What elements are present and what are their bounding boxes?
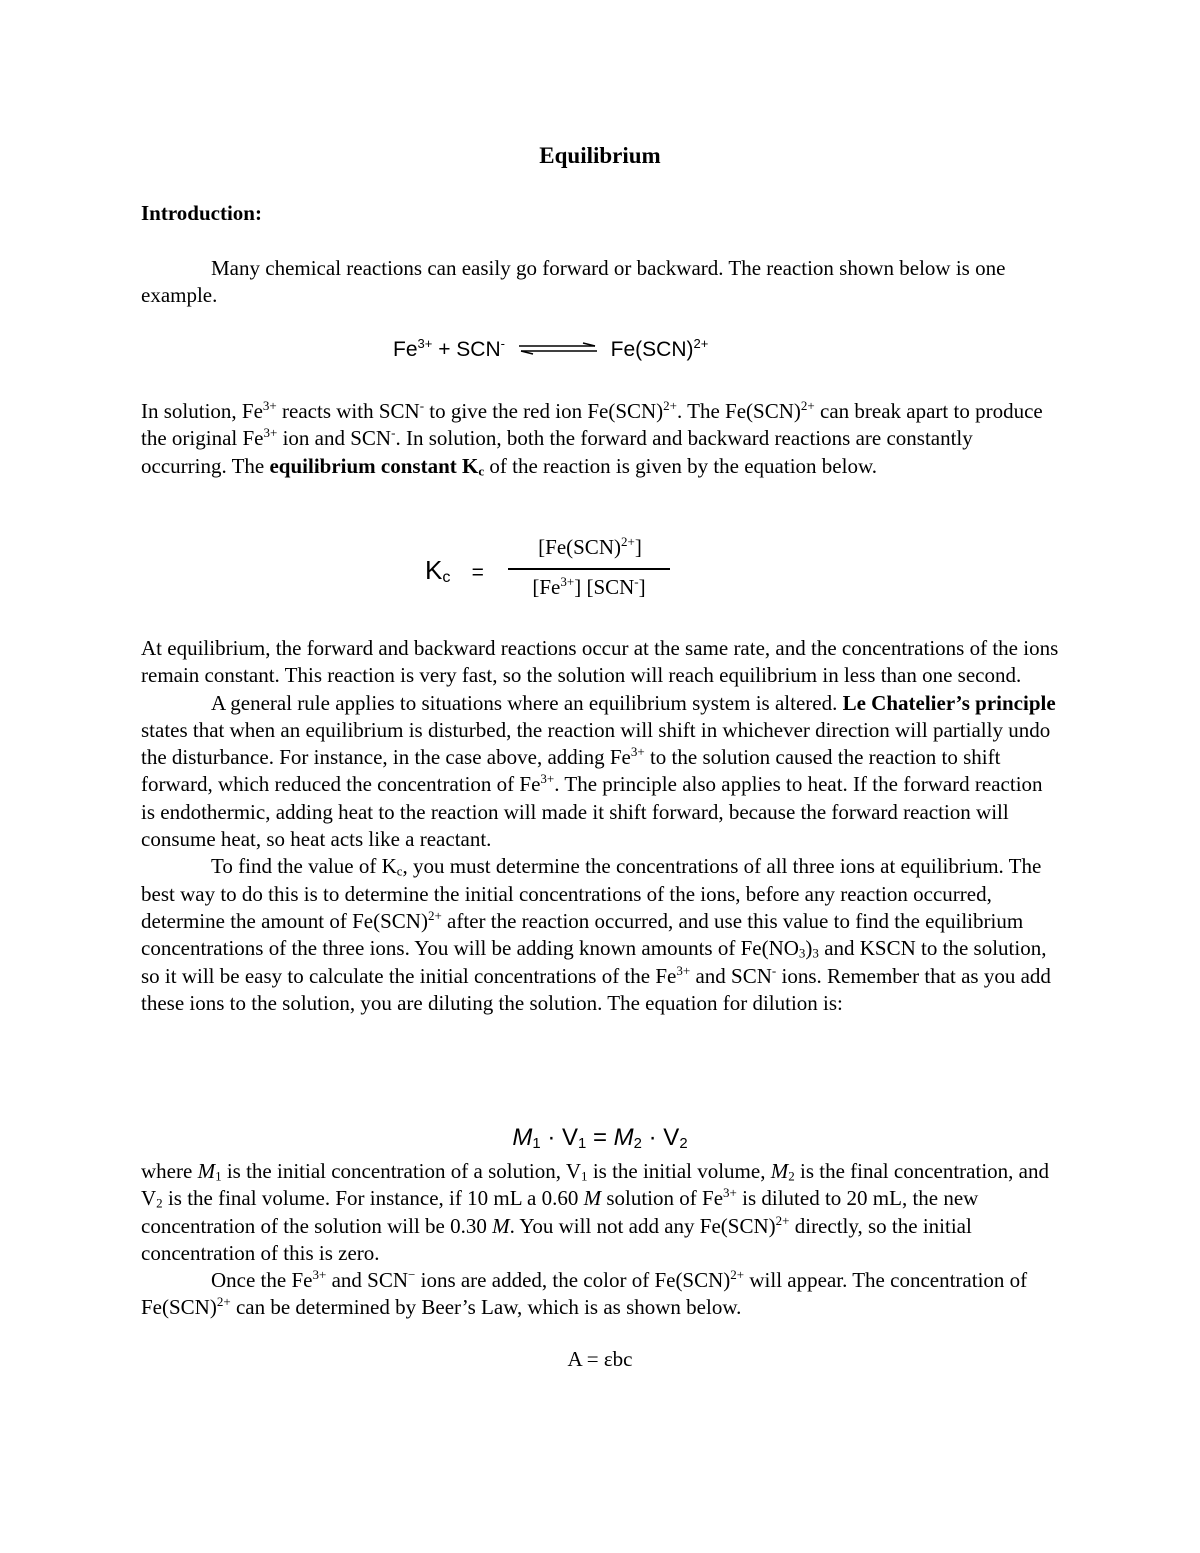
subscript: c: [396, 863, 403, 879]
dilution-equation: [0, 1124, 1200, 1152]
text-run: is the final concentration, and V: [141, 1159, 1049, 1211]
text-run: ]: [634, 535, 642, 559]
text-run: M: [583, 1186, 602, 1211]
paragraph-beers-law: [141, 1267, 1059, 1322]
text-run: and SCN: [690, 963, 772, 988]
text-run: M: [197, 1159, 216, 1183]
text-run: can be determined by Beer’s Law, which is as shown below.: [230, 1295, 742, 1320]
kc-equals: =: [471, 561, 484, 584]
paragraph-solution: [141, 398, 1059, 480]
text-run: ]: [638, 575, 646, 599]
text-run: V: [562, 1124, 579, 1151]
kc-numerator: [510, 535, 670, 560]
text-run: to the solution caused the reaction to shift forward, which reduced the concentration of Fe: [141, 745, 1001, 797]
text-run: [Fe(SCN): [538, 535, 621, 559]
superscript: 3+: [723, 1185, 737, 1201]
reactant-scn: + SCN: [438, 338, 501, 361]
text-run: ions. Remember that as you add these ions to the solution, you are diluting the solution. The equation for dilution is:: [141, 963, 1051, 1015]
text-run: equilibrium constant K: [269, 453, 479, 478]
reactant-scn-charge: -: [500, 335, 505, 351]
paragraph-le-chatelier: [141, 690, 1059, 854]
superscript: 3+: [676, 962, 691, 978]
text-run: [Fe: [532, 575, 561, 599]
text-run: Once the Fe: [211, 1268, 313, 1293]
term-le-chatelier: Le Chatelier’s principle: [842, 690, 1056, 715]
beers-law-equation: A = εbc: [567, 1347, 633, 1371]
subscript: 2: [679, 1135, 688, 1152]
superscript: 2+: [730, 1267, 745, 1283]
text-run: can break apart to produce the original Fe: [141, 399, 1043, 451]
superscript: 3+: [560, 573, 575, 589]
subscript: 1: [215, 1168, 222, 1184]
superscript: 2+: [800, 397, 815, 413]
text-run: is the final volume. For instance, if 10 mL a 0.60: [162, 1186, 584, 1211]
product-fescn-charge: 2+: [693, 335, 709, 351]
paragraph-intro-text: Many chemical reactions can easily go forward or backward. The reaction shown below is one example.: [141, 256, 1006, 308]
text-run: In solution, Fe: [141, 399, 263, 423]
text-run: is the initial volume,: [587, 1159, 771, 1183]
page-title: Equilibrium: [539, 143, 661, 168]
text-run: and KSCN to the solution, so it will be easy to calculate the initial concentrations of the Fe: [141, 936, 1047, 988]
subscript: 2: [633, 1135, 642, 1152]
text-run: M: [770, 1159, 789, 1183]
paragraph-intro: [141, 255, 1059, 310]
superscript: 2+: [216, 1294, 231, 1310]
fraction-bar: [508, 568, 670, 570]
subscript: 1: [578, 1135, 587, 1152]
superscript: 3+: [630, 744, 645, 760]
multiply-dot: ·: [547, 1124, 556, 1151]
text-run: To find the value of K: [211, 854, 397, 879]
superscript: 2+: [775, 1212, 790, 1228]
subscript: 3: [812, 945, 819, 961]
text-run: solution of Fe: [601, 1186, 724, 1211]
kc-symbol: K: [425, 555, 443, 585]
kc-subscript: c: [442, 568, 451, 587]
equals-sign: =: [592, 1124, 607, 1151]
subscript: 1: [581, 1168, 588, 1184]
paragraph-body: [141, 635, 1059, 1017]
text-run: and SCN: [326, 1268, 409, 1293]
text-run: . The Fe(SCN): [677, 399, 801, 423]
superscript: 3+: [312, 1267, 327, 1283]
text-run: ): [805, 936, 813, 961]
text-run: of the reaction is given by the equation below.: [484, 453, 877, 478]
section-heading-introduction: Introduction:: [141, 201, 262, 225]
product-fescn: Fe(SCN): [610, 338, 694, 361]
paragraph-equilibrium-rate: At equilibrium, the forward and backward reactions occur at the same rate, and the concentrations of the ions remain constant. This reaction is very fast, so the solution will reach equilibrium in less than one second.: [141, 636, 1059, 688]
text-run: M: [512, 1124, 533, 1151]
superscript: 3+: [262, 397, 277, 413]
subscript: 2: [156, 1195, 163, 1211]
subscript: 3: [798, 945, 806, 961]
reactant-fe: Fe: [393, 338, 418, 361]
text-run: . In solution, both the forward and backward reactions are constantly occurring. The: [141, 426, 973, 478]
paragraph-dilution: [141, 1158, 1059, 1322]
text-run: M: [613, 1124, 634, 1151]
subscript: 1: [532, 1135, 541, 1152]
reaction-equation: [393, 335, 709, 362]
subscript: c: [478, 463, 485, 479]
text-run: , you must determine the concentrations of all three ions at equilibrium. The best way to do this is to determine the initial concentrations of the ions, before any reaction occurred, determine the amount of Fe(SCN): [141, 854, 1042, 933]
kc-denominator: [508, 575, 670, 600]
superscript: -: [771, 962, 777, 978]
term-equilibrium-constant: [269, 454, 484, 478]
superscript: -: [391, 425, 396, 441]
kc-equation-lhs: [425, 555, 484, 586]
superscript: 2+: [663, 397, 678, 413]
text-run: ] [SCN: [574, 575, 635, 599]
superscript: 3+: [263, 425, 278, 441]
multiply-dot: ·: [648, 1124, 657, 1151]
text-run: M: [492, 1213, 510, 1238]
text-run: after the reaction occurred, and use this value to find the equilibrium concentrations of the three ions. You will be adding known amounts of Fe(NO: [141, 908, 1024, 961]
text-run: ion and SCN: [277, 426, 392, 451]
subscript: 2: [788, 1168, 795, 1184]
text-run: V: [663, 1124, 680, 1151]
superscript: 3+: [540, 771, 555, 787]
paragraph-find-kc: [141, 853, 1059, 1017]
reactant-fe-charge: 3+: [417, 335, 433, 351]
superscript: −: [408, 1267, 416, 1283]
paragraph-dilution-explained: [141, 1158, 1059, 1267]
text-run: is diluted to 20 mL, the new concentration of the solution will be 0.30: [141, 1186, 979, 1238]
superscript: -: [419, 397, 425, 413]
text-run: A general rule applies to situations where an equilibrium system is altered.: [211, 690, 843, 715]
equilibrium-arrows-icon: [517, 338, 599, 362]
superscript: -: [634, 573, 639, 589]
superscript: 2+: [427, 907, 442, 923]
text-run: is the initial concentration of a solution, V: [221, 1159, 582, 1183]
text-run: states that when an equilibrium is disturbed, the reaction will shift in whichever direction will partially undo the disturbance. For instance, in the case above, adding Fe: [141, 717, 1051, 770]
superscript: 2+: [620, 533, 635, 549]
text-run: reacts with SCN: [276, 399, 420, 423]
text-run: will appear. The concentration of Fe(SCN): [141, 1268, 1028, 1320]
text-run: where: [141, 1159, 198, 1183]
text-run: directly, so the initial concentration of this is zero.: [141, 1213, 972, 1265]
text-run: . You will not add any Fe(SCN): [509, 1213, 776, 1238]
text-run: ions are added, the color of Fe(SCN): [415, 1268, 731, 1293]
text-run: to give the red ion Fe(SCN): [424, 399, 664, 423]
text-run: . The principle also applies to heat. If the forward reaction is endothermic, adding heat to the reaction will made it shift forward, because the forward reaction will consume heat, so heat acts like a reactant.: [141, 772, 1043, 852]
